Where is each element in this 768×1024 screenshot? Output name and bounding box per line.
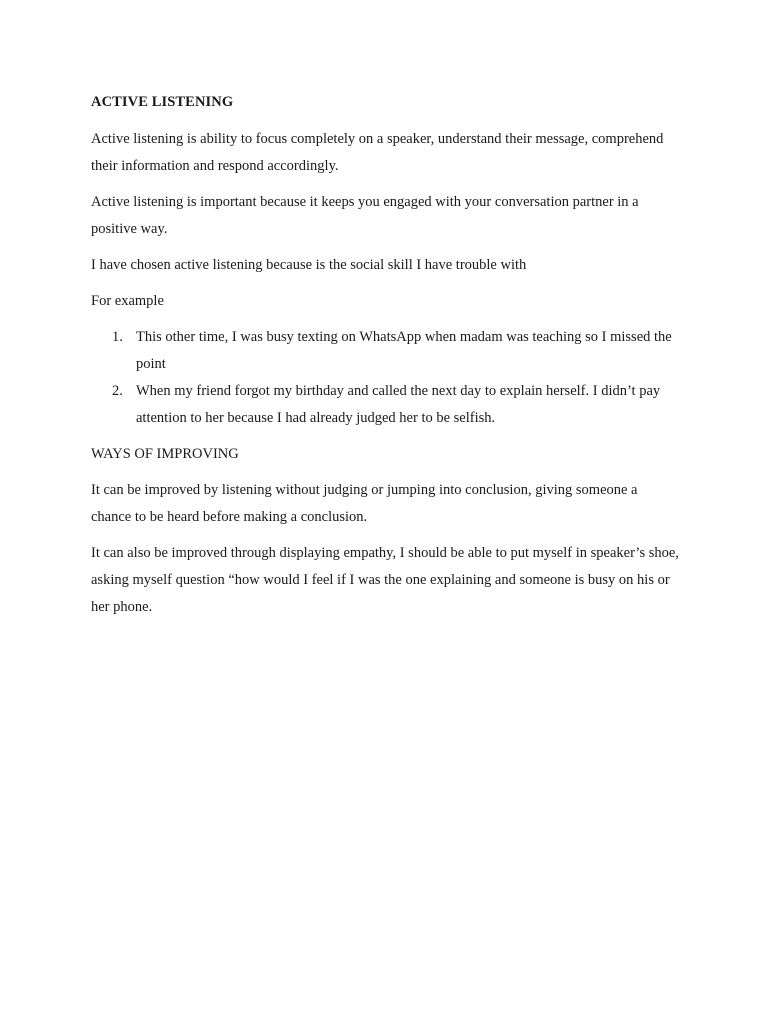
paragraph-for-example: For example — [91, 293, 164, 309]
list-item-text: This other time, I was busy texting on WhatsApp when madam was teaching so I missed the point — [136, 329, 672, 372]
paragraph-improve-empathy: It can also be improved through displaying empathy, I should be able to put myself in speaker’s shoe, asking myself question “how would I feel if I was the one explaining and someone is busy on his or her phone. — [91, 545, 679, 615]
paragraph-importance: Active listening is important because it keeps you engaged with your conversation partner in a positive way. — [91, 194, 639, 237]
paragraph-definition: Active listening is ability to focus completely on a speaker, understand their message, comprehend their information and respond accordingly. — [91, 131, 664, 174]
document-title: ACTIVE LISTENING — [91, 94, 234, 110]
paragraph-choice: I have chosen active listening because is the social skill I have trouble with — [91, 257, 527, 273]
list-item-number: 2. — [112, 383, 123, 399]
paragraph-improve-listening: It can be improved by listening without judging or jumping into conclusion, giving someone a chance to be heard before making a conclusion. — [91, 482, 638, 525]
list-item-text: When my friend forgot my birthday and called the next day to explain herself. I didn’t pay attention to her because I had already judged her to be selfish. — [136, 383, 661, 426]
list-item-number: 1. — [112, 329, 123, 345]
list-item — [91, 324, 681, 378]
section-heading: WAYS OF IMPROVING — [91, 446, 239, 462]
list-item — [91, 378, 681, 432]
document-body — [91, 89, 681, 630]
examples-list — [91, 324, 681, 432]
